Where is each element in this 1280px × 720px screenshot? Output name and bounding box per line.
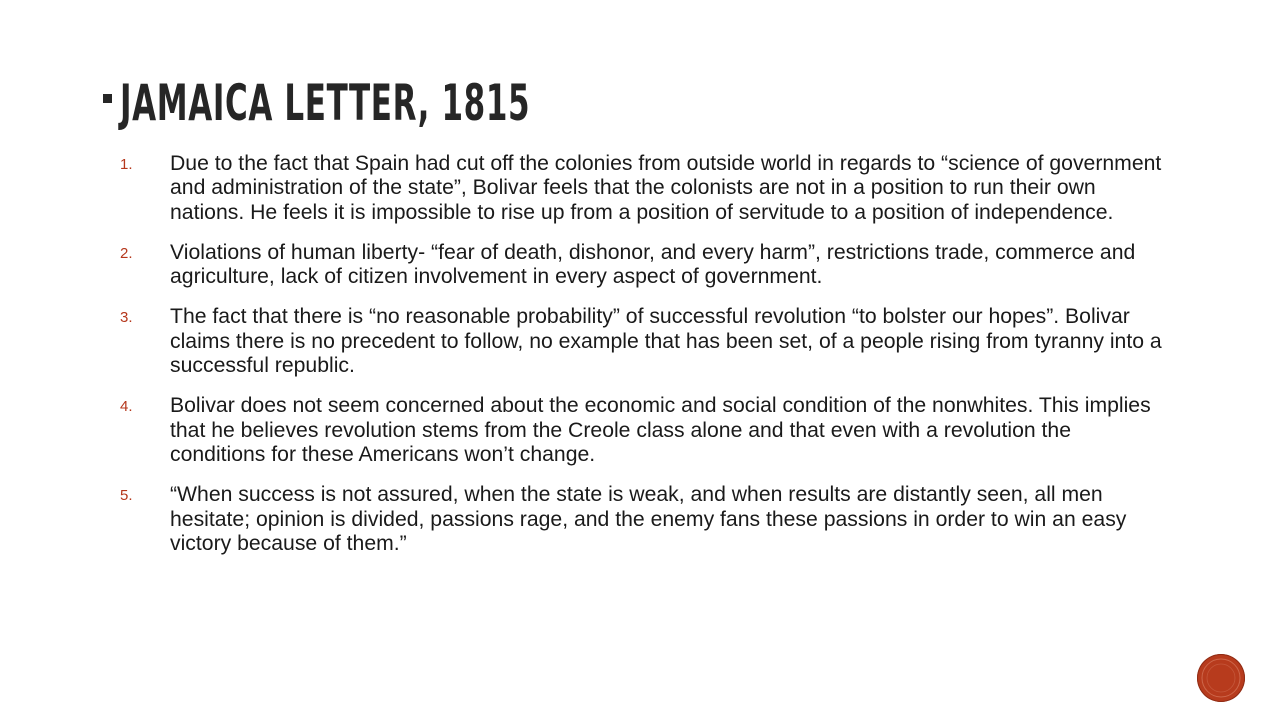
circle-nav-icon	[1197, 654, 1245, 702]
title-accent-square	[103, 94, 112, 103]
point-text: The fact that there is “no reasonable probability” of successful revolution “to bolster our hopes”. Bolivar claims there is no precedent to follow, no example that has been set, of a people rising from tyranny into a successful republic.	[170, 305, 1162, 378]
point-text: Bolivar does not seem concerned about the economic and social condition of the nonwhites. This implies that he believes revolution stems from the Creole class alone and that even with a revolution the conditions for these Americans won’t change.	[170, 394, 1151, 466]
point-text: Due to the fact that Spain had cut off the colonies from outside world in regards to “science of government and administration of the state”, Bolivar feels that the colonists are not in a position to run their own nations. He feels it is impossible to rise up from a position of servitude to a position of independence.	[170, 152, 1162, 224]
slide-title: JAMAICA LETTER, 1815	[120, 74, 531, 132]
list-item	[120, 241, 1170, 290]
point-number: 2.	[120, 244, 133, 262]
point-number: 3.	[120, 309, 133, 327]
point-number: 4.	[120, 398, 133, 416]
point-number: 5.	[120, 487, 133, 505]
point-number: 1.	[120, 156, 133, 173]
point-list	[120, 152, 1170, 572]
list-item	[120, 305, 1170, 378]
slide-nav-button[interactable]	[1197, 654, 1245, 702]
list-item	[120, 394, 1170, 467]
list-item	[120, 483, 1170, 556]
list-item	[120, 152, 1170, 225]
point-text: Violations of human liberty- “fear of death, dishonor, and every harm”, restrictions trade, commerce and agriculture, lack of citizen involvement in every aspect of government.	[170, 240, 1136, 289]
point-text: “When success is not assured, when the state is weak, and when results are distantly seen, all men hesitate; opinion is divided, passions rage, and the enemy fans these passions in order to win an easy victory because of them.”	[170, 483, 1127, 555]
